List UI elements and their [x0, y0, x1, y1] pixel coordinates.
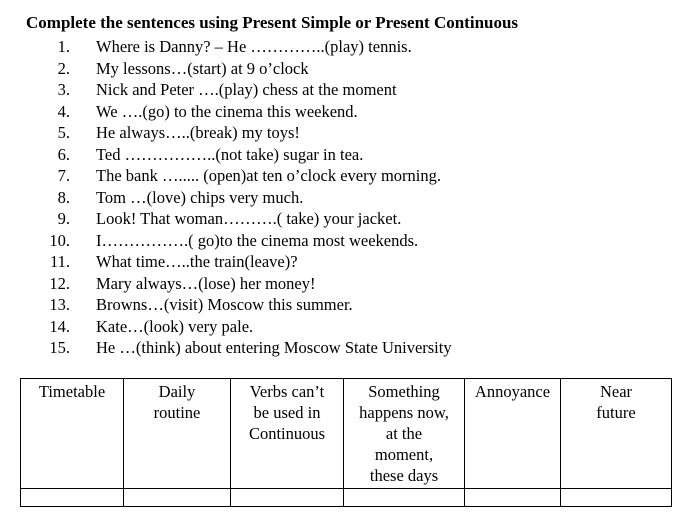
item-number: 14. [49, 316, 70, 336]
sentence-item [0, 187, 684, 209]
sentence-text: Where is Danny? – He …………..(play) tennis. [96, 37, 412, 56]
item-number: 1. [57, 37, 70, 56]
item-number: 9. [57, 209, 70, 228]
sentence-item [0, 273, 684, 295]
sentence-item [0, 165, 684, 187]
item-number: 7. [57, 166, 70, 185]
header-line: Annoyance [474, 382, 551, 401]
header-cell-happening-now [344, 379, 465, 489]
sentence-text: Browns…(visit) Moscow this summer. [96, 295, 353, 314]
item-number: 10. [49, 230, 70, 250]
answer-cell[interactable] [561, 489, 672, 507]
worksheet-title: Complete the sentences using Present Simple or Present Continuous [26, 13, 519, 32]
sentence-item [0, 101, 684, 123]
answer-row [21, 489, 672, 507]
header-line: Daily [158, 382, 196, 401]
header-line: Something [368, 382, 440, 401]
sentence-text: I…………….( go)to the cinema most weekends. [96, 230, 419, 250]
sentence-text: What time…..the train(leave)? [96, 252, 298, 271]
sentence-text: My lessons…(start) at 9 o’clock [96, 58, 309, 78]
table-header-row [21, 379, 672, 489]
header-cell-stative-verbs [231, 379, 344, 489]
sentence-text: Kate…(look) very pale. [96, 316, 254, 336]
item-number: 4. [57, 101, 70, 121]
item-number: 3. [57, 80, 70, 99]
header-line: Near [599, 382, 633, 401]
sentence-item [0, 294, 684, 316]
sentence-text: The bank …..... (open)at ten o’clock every morning. [96, 166, 442, 185]
sentence-item [0, 251, 684, 273]
sentence-item [0, 230, 684, 252]
item-number: 8. [57, 187, 70, 207]
item-number: 5. [57, 123, 70, 142]
header-line: happens now, [359, 403, 449, 422]
sentence-text: He always…..(break) my toys! [96, 123, 300, 142]
item-number: 2. [57, 58, 70, 78]
sentence-item [0, 337, 684, 359]
sentence-item [0, 144, 684, 166]
header-cell-annoyance [465, 379, 561, 489]
sentence-text: We ….(go) to the cinema this weekend. [96, 101, 358, 121]
header-line: these days [369, 466, 439, 485]
item-number: 6. [57, 144, 70, 164]
sentence-item [0, 208, 684, 230]
header-cell-timetable [21, 379, 124, 489]
sentence-text: Nick and Peter ….(play) chess at the moment [96, 80, 397, 99]
tense-category-table [20, 378, 672, 507]
header-line: future [596, 403, 636, 422]
header-line: Timetable [38, 382, 106, 401]
item-number: 13. [49, 295, 70, 314]
sentence-item [0, 58, 684, 80]
answer-cell[interactable] [21, 489, 124, 507]
item-number: 15. [49, 338, 70, 357]
answer-cell[interactable] [344, 489, 465, 507]
sentence-text: He …(think) about entering Moscow State University [96, 338, 452, 357]
item-number: 11. [49, 252, 70, 271]
sentence-text: Ted ……………..(not take) sugar in tea. [96, 144, 364, 164]
header-cell-near-future [561, 379, 672, 489]
sentence-list [0, 36, 684, 359]
sentence-item [0, 122, 684, 144]
header-line: Continuous [248, 424, 326, 443]
header-line: moment, [374, 445, 434, 464]
sentence-item [0, 316, 684, 338]
header-line: Verbs can’t [249, 382, 325, 401]
header-line: routine [153, 403, 201, 422]
sentence-item [0, 36, 684, 58]
item-number: 12. [49, 273, 70, 293]
header-line: be used in [253, 403, 321, 422]
answer-cell[interactable] [124, 489, 231, 507]
sentence-item [0, 79, 684, 101]
answer-cell[interactable] [465, 489, 561, 507]
header-line: at the [385, 424, 423, 443]
answer-cell[interactable] [231, 489, 344, 507]
sentence-text: Mary always…(lose) her money! [96, 273, 316, 293]
sentence-text: Tom …(love) chips very much. [96, 187, 304, 207]
header-cell-daily-routine [124, 379, 231, 489]
sentence-text: Look! That woman……….( take) your jacket. [96, 209, 402, 228]
